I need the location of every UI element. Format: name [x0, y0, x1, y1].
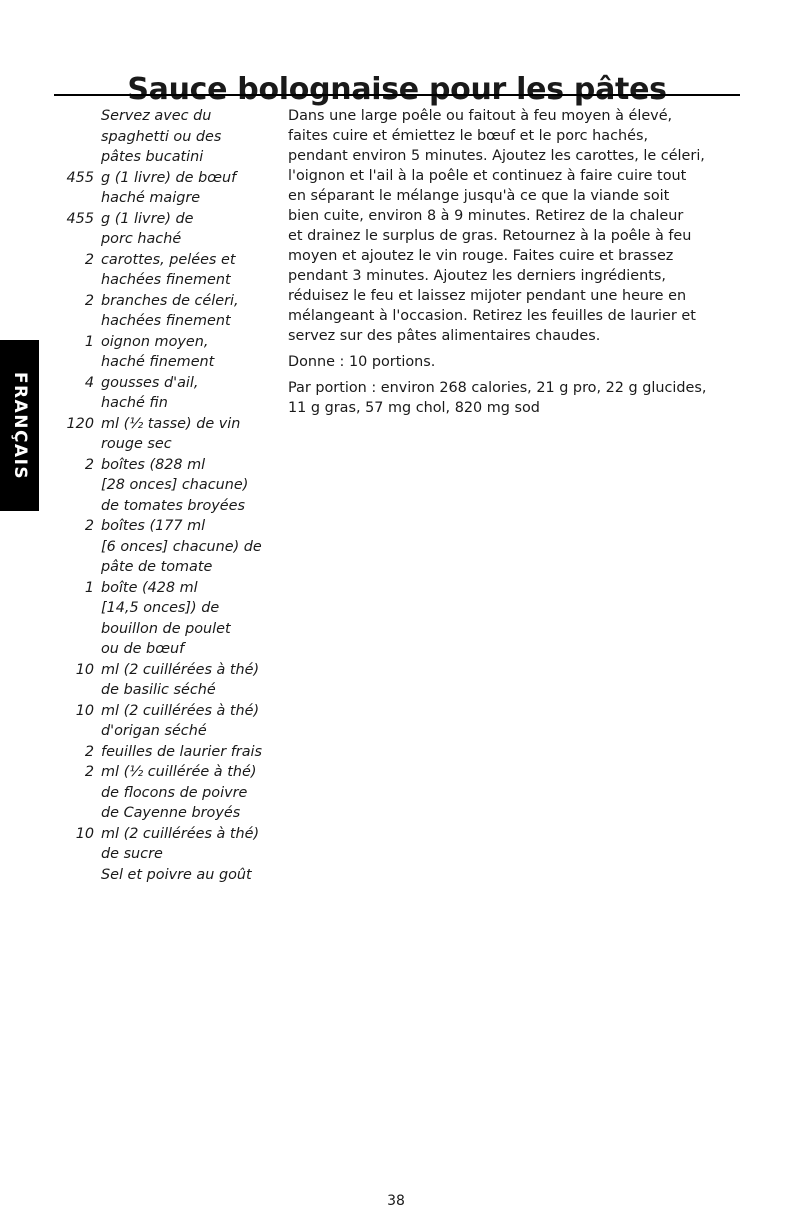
ingredient-quantity: 10	[75, 702, 94, 719]
text-line: pendant 3 minutes. Ajoutez les derniers ingrédients,	[288, 268, 666, 284]
text-line: Dans une large poêle ou faitout à feu moyen à élevé,	[288, 108, 673, 124]
language-tab	[0, 340, 39, 511]
ingredient-quantity: 4	[84, 374, 94, 391]
ingredient-quantity: 2	[84, 292, 94, 309]
ingredient-line: boîtes (177 ml	[101, 518, 206, 534]
ingredient-quantity: 1	[84, 579, 94, 596]
text-line: moyen et ajoutez le vin rouge. Faites cuire et brassez	[288, 248, 674, 264]
ingredient-item	[54, 250, 276, 291]
ingredient-description	[101, 455, 276, 517]
nutrition-paragraph	[288, 378, 748, 418]
ingredient-line: de tomates broyées	[101, 497, 245, 514]
ingredient-line: branches de céleri,	[101, 292, 239, 309]
ingredient-quantity: 2	[84, 456, 94, 473]
ingredient-line: ou de bœuf	[101, 641, 185, 657]
text-line: réduisez le feu et laissez mijoter pendant une heure en	[288, 288, 687, 304]
text-line: faites cuire et émiettez le bœuf et le porc hachés,	[288, 128, 649, 144]
text-line: pendant environ 5 minutes. Ajoutez les carottes, le céleri,	[288, 148, 705, 164]
ingredient-quantity: 455	[66, 169, 94, 186]
ingredient-quantity: 2	[84, 251, 94, 268]
ingredient-item	[54, 291, 276, 332]
ingredient-line: [28 onces] chacune)	[101, 477, 249, 493]
ingredient-item	[54, 332, 276, 373]
ingredient-item	[54, 578, 276, 660]
ingredient-item	[54, 414, 276, 455]
ingredient-line: [14,5 onces]) de	[101, 600, 220, 616]
ingredient-line: ml (½ cuillérée à thé)	[101, 764, 257, 780]
yield-text: Donne : 10 portions.	[288, 354, 436, 370]
ingredient-description	[101, 414, 276, 455]
ingredient-quantity: 455	[66, 210, 94, 227]
ingredient-item	[54, 701, 276, 742]
ingredient-line: rouge sec	[101, 436, 172, 452]
ingredient-line: g (1 livre) de	[101, 210, 194, 227]
ingredient-line: [6 onces] chacune) de	[101, 538, 262, 555]
ingredient-quantity: 10	[75, 661, 94, 678]
ingredient-item	[54, 209, 276, 250]
ingredient-description	[101, 701, 276, 742]
ingredient-quantity: 2	[84, 743, 94, 760]
ingredient-line: bouillon de poulet	[101, 620, 231, 637]
text-line: mélangeant à l'occasion. Retirez les feuilles de laurier et	[288, 308, 696, 324]
ingredient-line: feuilles de laurier frais	[101, 743, 263, 760]
ingredient-list	[54, 106, 276, 885]
ingredient-description	[101, 824, 276, 865]
ingredient-description	[101, 373, 276, 414]
ingredient-line: oignon moyen,	[101, 333, 209, 350]
ingredient-line: de basilic séché	[101, 682, 216, 698]
text-line: 11 g gras, 57 mg chol, 820 mg sod	[288, 400, 540, 416]
text-line: et drainez le surplus de gras. Retournez à la poêle à feu	[288, 228, 692, 244]
ingredient-line: haché fin	[101, 395, 168, 411]
ingredient-line: de flocons de poivre	[101, 784, 248, 801]
page-title: Sauce bolognaise pour les pâtes	[127, 72, 667, 108]
ingredient-line: boîtes (828 ml	[101, 456, 206, 473]
ingredient-line: gousses d'ail,	[101, 374, 199, 391]
language-tab-label: FRANÇAIS	[9, 371, 30, 480]
ingredient-line: de sucre	[101, 846, 163, 862]
ingredient-description	[101, 516, 276, 578]
ingredient-item	[54, 762, 276, 824]
ingredient-description	[101, 865, 276, 886]
ingredient-item	[54, 106, 276, 168]
ingredient-line: hachées finement	[101, 313, 231, 329]
ingredient-line: ml (½ tasse) de vin	[101, 415, 241, 432]
text-line: Par portion : environ 268 calories, 21 g pro, 22 g glucides,	[288, 380, 707, 396]
ingredient-item	[54, 373, 276, 414]
ingredient-description	[101, 250, 276, 291]
ingredient-line: boîte (428 ml	[101, 579, 198, 596]
ingredient-description	[101, 291, 276, 332]
text-line: bien cuite, environ 8 à 9 minutes. Retirez de la chaleur	[288, 208, 684, 224]
ingredient-description	[101, 332, 276, 373]
ingredient-description	[101, 742, 276, 763]
ingredient-line: ml (2 cuillérées à thé)	[101, 825, 260, 842]
ingredient-description	[101, 209, 276, 250]
ingredient-item	[54, 660, 276, 701]
ingredient-quantity: 120	[66, 415, 94, 432]
ingredient-item	[54, 865, 276, 886]
ingredient-line: g (1 livre) de bœuf	[101, 169, 237, 186]
ingredient-line: Sel et poivre au goût	[101, 866, 252, 883]
text-line: servez sur des pâtes alimentaires chaudes.	[288, 328, 601, 344]
method-column	[288, 106, 748, 424]
ingredient-description	[101, 168, 276, 209]
ingredient-line: Servez avec du	[101, 108, 212, 124]
ingredient-line: porc haché	[101, 231, 182, 247]
ingredient-quantity: 10	[75, 825, 94, 842]
ingredient-item	[54, 455, 276, 517]
ingredient-description	[101, 660, 276, 701]
ingredient-quantity	[54, 865, 94, 886]
ingredient-quantity: 2	[84, 518, 94, 534]
ingredient-line: pâtes bucatini	[101, 149, 204, 165]
ingredient-quantity	[54, 106, 94, 168]
ingredient-item	[54, 516, 276, 578]
ingredient-description	[101, 106, 276, 168]
ingredient-description	[101, 762, 276, 824]
ingredient-line: pâte de tomate	[101, 559, 213, 575]
text-line: en séparant le mélange jusqu'à ce que la viande soit	[288, 188, 670, 204]
text-line: l'oignon et l'ail à la poêle et continuez à faire cuire tout	[288, 168, 687, 184]
ingredient-line: spaghetti ou des	[101, 128, 222, 145]
ingredient-line: ml (2 cuillérées à thé)	[101, 702, 260, 719]
ingredient-quantity: 1	[84, 333, 94, 350]
ingredient-item	[54, 168, 276, 209]
ingredient-quantity: 2	[84, 764, 94, 780]
ingredient-line: haché finement	[101, 354, 215, 370]
ingredient-line: de Cayenne broyés	[101, 805, 241, 821]
ingredient-line: hachées finement	[101, 272, 231, 288]
instructions-paragraph	[288, 106, 748, 346]
ingredient-description	[101, 578, 276, 660]
ingredient-line: haché maigre	[101, 190, 201, 206]
title-divider	[54, 94, 740, 96]
ingredient-line: d'origan séché	[101, 723, 207, 739]
page-number: 38	[387, 1193, 405, 1209]
ingredient-item	[54, 742, 276, 763]
ingredient-line: carottes, pelées et	[101, 251, 236, 268]
ingredient-line: ml (2 cuillérées à thé)	[101, 661, 260, 678]
ingredient-item	[54, 824, 276, 865]
